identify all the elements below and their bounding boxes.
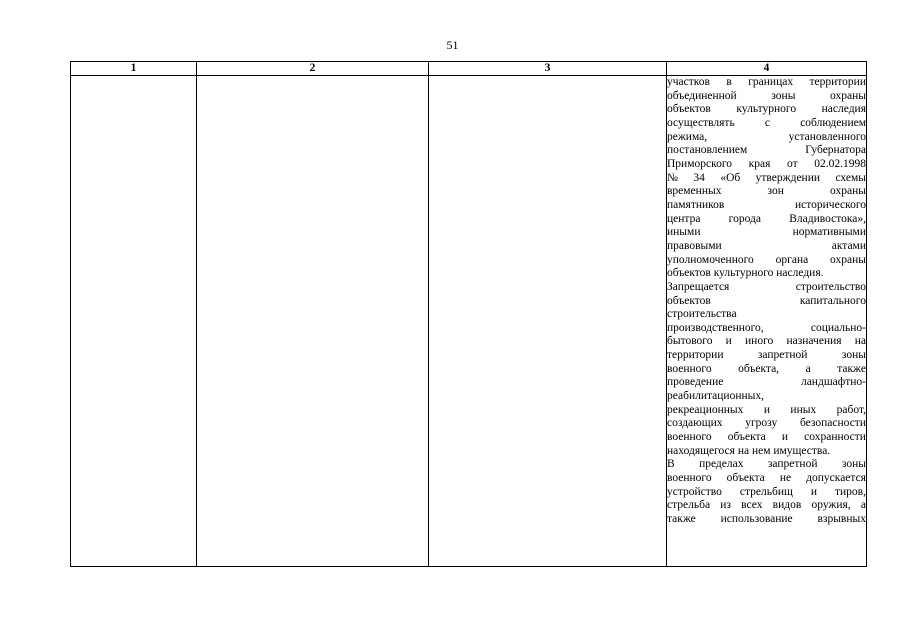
text-line: строительства	[667, 308, 737, 321]
column-header-1: 1	[71, 62, 197, 76]
text-line: участков в границах территории	[667, 76, 866, 88]
text-line: бытового и иного назначения на	[667, 335, 866, 348]
text-line: устройство стрельбищ и тиров,	[667, 485, 866, 498]
text-line: В пределах запретной зоны	[667, 458, 866, 471]
page-number: 51	[446, 38, 459, 52]
text-line: правовыми актами	[667, 239, 866, 252]
text-line: реабилитационных,	[667, 390, 764, 403]
column-header-4: 4	[667, 62, 867, 76]
text-line: Приморского края от 02.02.1998	[667, 157, 866, 170]
justified-text-block	[667, 76, 866, 527]
column-header-2: 2	[197, 62, 429, 76]
text-line: также использование взрывных	[667, 513, 866, 525]
text-line: центра города Владивостока»,	[667, 212, 866, 225]
document-table	[70, 61, 867, 567]
text-line: производственного, социально-	[667, 321, 866, 334]
text-line: Запрещается строительство	[667, 280, 866, 293]
text-line: иными нормативными	[667, 226, 866, 239]
text-line: постановлением Губернатора	[667, 144, 866, 157]
text-line: стрельба из всех видов оружия, а	[667, 499, 866, 512]
text-line: находящегося на нем имущества.	[667, 444, 831, 457]
cell-col-4-text	[667, 76, 867, 567]
text-line: памятников исторического	[667, 198, 866, 211]
cell-col-2	[197, 76, 429, 567]
text-line: временных зон охраны	[667, 185, 866, 198]
text-line: рекреационных и иных работ,	[667, 403, 866, 416]
cell-col-1	[71, 76, 197, 567]
text-line: объектов капитального	[667, 294, 866, 307]
text-line: № 34 «Об утверждении схемы	[667, 171, 866, 184]
text-line: военного объекта, а также	[667, 362, 866, 375]
text-line: объектов культурного наследия	[667, 103, 866, 116]
text-line: объектов культурного наследия.	[667, 267, 824, 280]
text-line: режима, установленного	[667, 130, 866, 143]
table-row	[71, 76, 867, 567]
text-line: уполномоченного органа охраны	[667, 253, 866, 266]
table-header-row	[71, 62, 867, 76]
text-line: территории запретной зоны	[667, 349, 866, 362]
text-line: проведение ландшафтно-	[667, 376, 866, 389]
column-header-3: 3	[429, 62, 667, 76]
cell-col-3	[429, 76, 667, 567]
text-line: объединенной зоны охраны	[667, 89, 866, 102]
text-line: военного объекта и сохранности	[667, 431, 866, 444]
text-line: военного объекта не допускается	[667, 472, 866, 485]
text-line: осуществлять с соблюдением	[667, 116, 866, 129]
text-line: создающих угрозу безопасности	[667, 417, 866, 430]
